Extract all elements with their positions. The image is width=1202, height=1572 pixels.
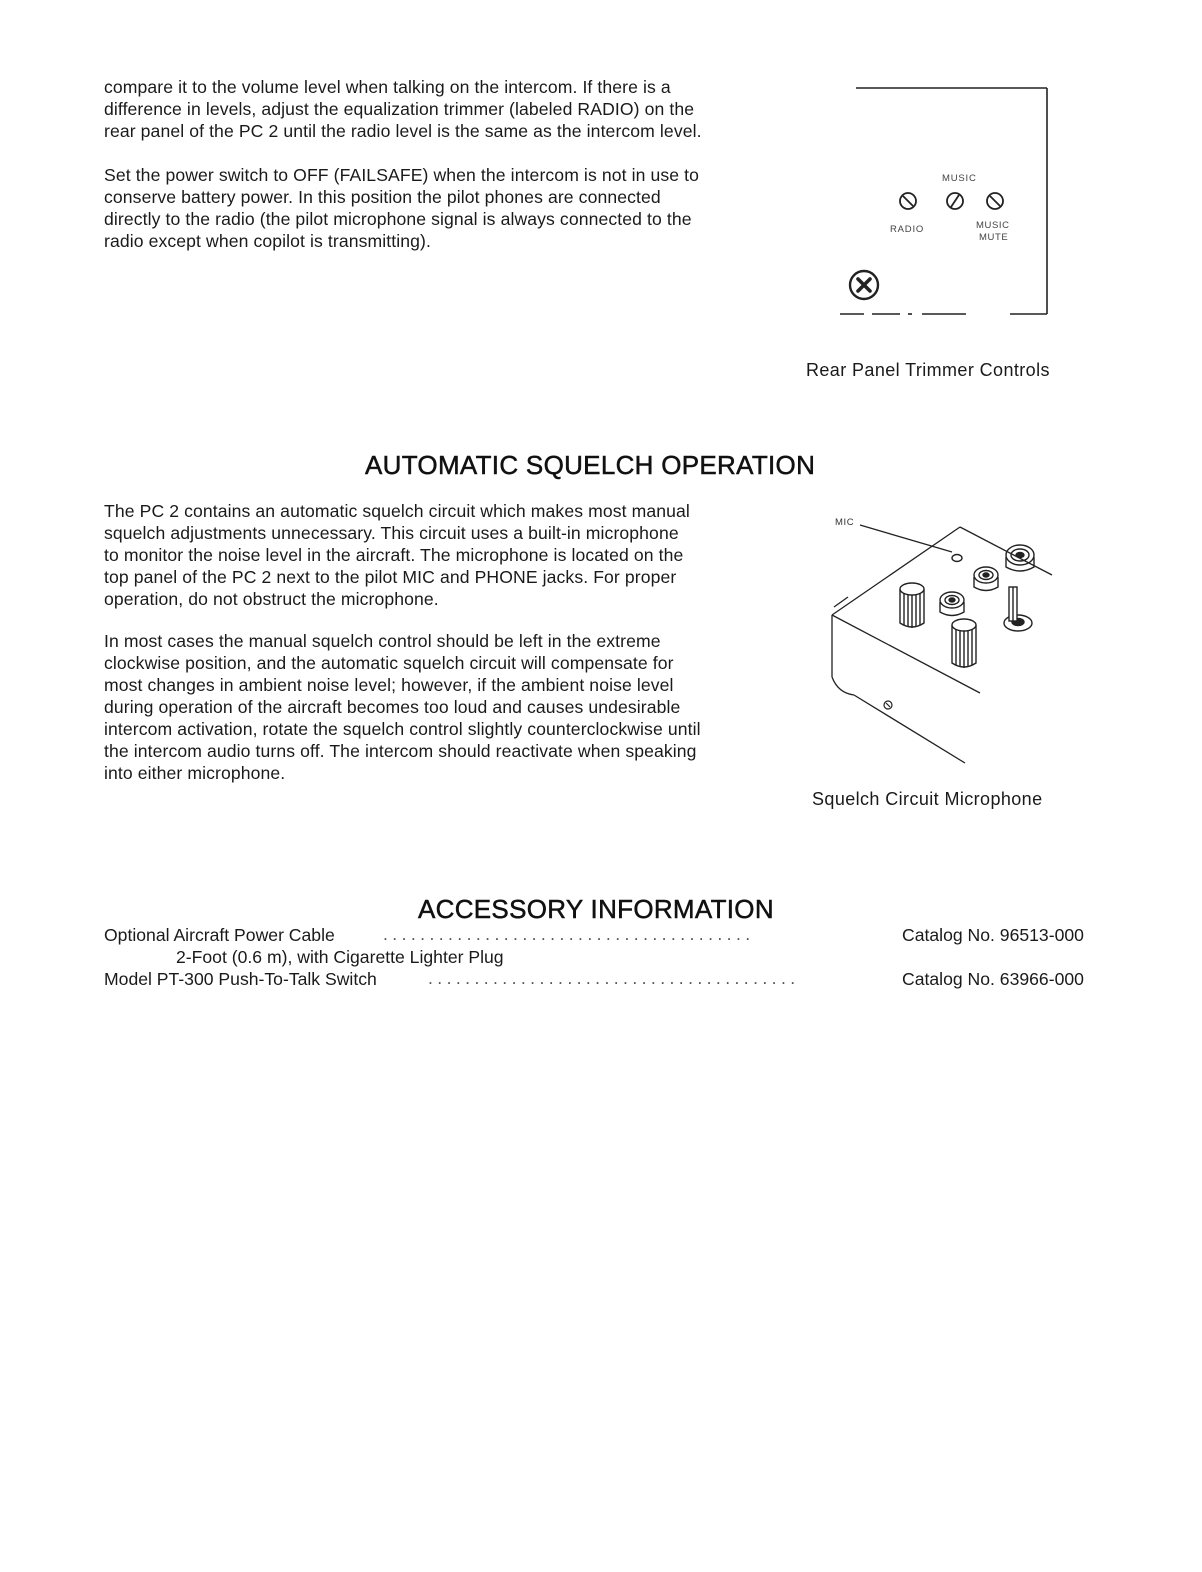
text-line: clockwise position, and the automatic squelch circuit will compensate for <box>104 653 674 673</box>
text-line: intercom activation, rotate the squelch control slightly counterclockwise until <box>104 719 701 739</box>
squelch-knob-icon <box>952 619 976 668</box>
intro-paragraph <box>104 76 702 142</box>
text-line: conserve battery power. In this position the pilot phones are connected <box>104 187 661 207</box>
squelch-paragraph-1 <box>104 500 690 610</box>
rear-panel-caption: Rear Panel Trimmer Controls <box>806 360 1050 380</box>
power-toggle-switch-icon <box>1004 587 1032 631</box>
phone-jack-icon <box>1006 545 1034 571</box>
volume-knob-icon <box>900 583 924 628</box>
accessory-item-subtitle: 2-Foot (0.6 m), with Cigarette Lighter Plug <box>176 947 504 967</box>
text-line: compare it to the volume level when talking on the intercom. If there is a <box>104 77 671 97</box>
power-switch-paragraph <box>104 164 699 252</box>
accessory-item-catalog: Catalog No. 96513-000 <box>902 925 1084 945</box>
label-radio: RADIO <box>890 224 925 235</box>
text-line: Set the power switch to OFF (FAILSAFE) when the intercom is not in use to <box>104 165 699 185</box>
microphone-hole-icon <box>952 555 962 562</box>
text-line: the intercom audio turns off. The intercom should reactivate when speaking <box>104 741 697 761</box>
text-line: The PC 2 contains an automatic squelch circuit which makes most manual <box>104 501 690 521</box>
mic-leader-line <box>860 525 952 552</box>
text-line: squelch adjustments unnecessary. This circuit uses a built-in microphone <box>104 523 679 543</box>
text-line: top panel of the PC 2 next to the pilot MIC and PHONE jacks. For proper <box>104 567 677 587</box>
accessory-item-catalog: Catalog No. 63966-000 <box>902 969 1084 989</box>
text-line: during operation of the aircraft becomes too loud and causes undesirable <box>104 697 681 717</box>
text-line: into either microphone. <box>104 763 286 783</box>
copilot-jack-icon <box>940 592 964 616</box>
side-screw-icon <box>884 701 892 709</box>
text-line: radio except when copilot is transmitting). <box>104 231 432 251</box>
accessory-item-name: Model PT-300 Push-To-Talk Switch <box>104 969 377 989</box>
text-line: directly to the radio (the pilot microphone signal is always connected to the <box>104 209 692 229</box>
label-music-mute-line2: MUTE <box>979 232 1009 243</box>
text-line: operation, do not obstruct the microphone. <box>104 589 439 609</box>
mic-jack-icon <box>974 567 998 591</box>
text-line: to monitor the noise level in the aircraft. The microphone is located on the <box>104 545 684 565</box>
label-mic: MIC <box>835 517 855 528</box>
accessory-item-name: Optional Aircraft Power Cable <box>104 925 335 945</box>
label-music-mute-line1: MUSIC <box>976 220 1010 231</box>
dot-leader: ........................................ <box>383 924 755 944</box>
squelch-figure-caption: Squelch Circuit Microphone <box>812 789 1043 809</box>
squelch-microphone-figure <box>820 505 1065 780</box>
accessory-heading: ACCESSORY INFORMATION <box>418 894 774 924</box>
squelch-heading: AUTOMATIC SQUELCH OPERATION <box>365 450 816 480</box>
rear-panel-figure <box>830 80 1060 330</box>
text-line: rear panel of the PC 2 until the radio level is the same as the intercom level. <box>104 121 702 141</box>
text-line: difference in levels, adjust the equalization trimmer (labeled RADIO) on the <box>104 99 695 119</box>
dot-leader: ........................................ <box>428 968 800 988</box>
text-line: most changes in ambient noise level; however, if the ambient noise level <box>104 675 674 695</box>
music-trimmer-icon <box>947 193 963 209</box>
screw-icon <box>850 271 878 299</box>
radio-trimmer-icon <box>900 193 916 209</box>
music-mute-trimmer-icon <box>987 193 1003 209</box>
box-bottom-edge <box>854 695 965 763</box>
squelch-paragraph-2 <box>104 630 701 784</box>
box-corner <box>832 677 854 695</box>
label-music: MUSIC <box>942 173 977 184</box>
text-line: In most cases the manual squelch control should be left in the extreme <box>104 631 661 651</box>
